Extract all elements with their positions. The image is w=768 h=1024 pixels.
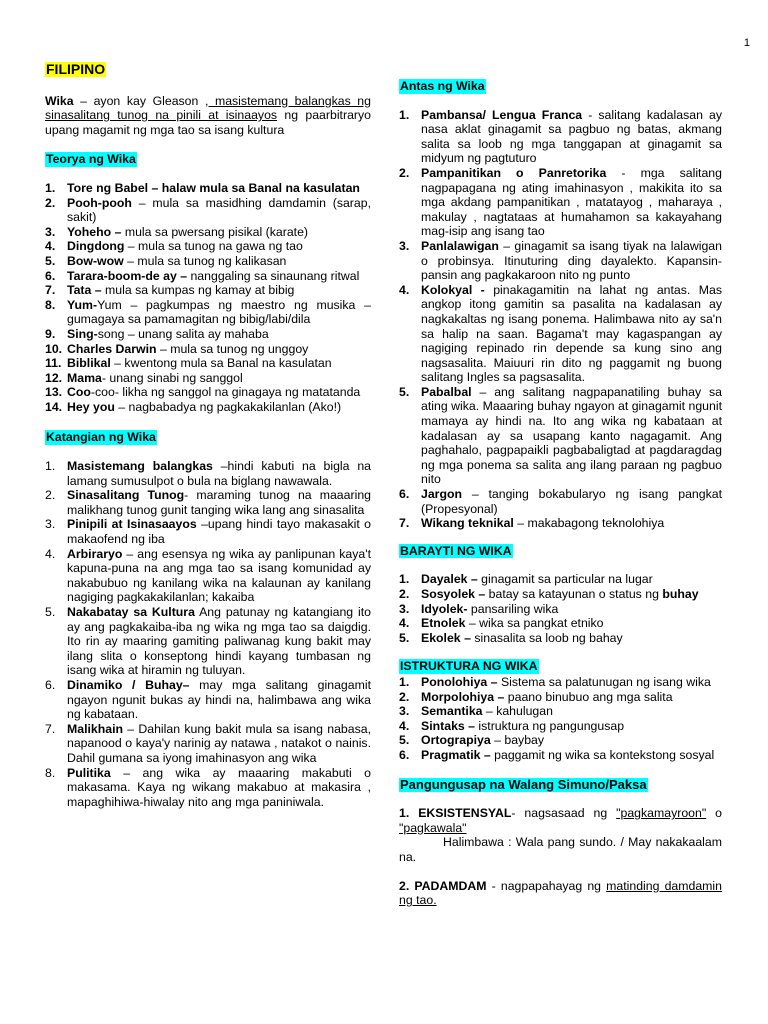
antas-item (399, 516, 722, 531)
pangungusap-heading: Pangungusap na Walang Simuno/Paksa (400, 776, 647, 792)
list-term: Idyolek- (421, 601, 468, 616)
katangian-item (45, 605, 371, 678)
list-number: 1. (45, 180, 56, 195)
list-term: Dinamiko / Buhay– (67, 677, 190, 692)
list-text: nanggaling sa sinaunang ritwal (187, 268, 360, 283)
list-text: –hindi kabuti na bigla na lamang sumusulpot o bula na biglang nawawala. (67, 459, 372, 488)
barayti-item (399, 587, 722, 602)
list-number: 7. (399, 516, 410, 531)
teorya-item (45, 283, 371, 298)
teorya-item (45, 298, 371, 327)
list-text: – makabagong teknolohiya (513, 516, 665, 531)
list-term: Malikhain (67, 721, 124, 736)
list-term: Pinipili at Isinasaayos (67, 517, 197, 532)
list-term: Yum- (67, 297, 98, 312)
teorya-item (45, 356, 371, 371)
list-number: 4. (45, 239, 56, 254)
katangian-heading: Katangian ng Wika (46, 430, 156, 445)
list-number: 8. (45, 297, 56, 312)
list-text: – tanging bokabularyo ng isang pangkat (Propesyonal) (421, 487, 722, 516)
list-number: 7. (45, 721, 56, 736)
list-term: Pampanitikan o Panretorika (421, 165, 607, 180)
list-term: Etnolek (421, 616, 466, 631)
list-number: 4. (399, 616, 410, 631)
list-number: 12. (45, 370, 63, 385)
list-term: Pabalbal (421, 384, 472, 399)
list-term: Sing- (67, 326, 98, 341)
list-number: 1. (399, 674, 410, 689)
list-tail: buhay (662, 587, 699, 601)
istruktura-item (399, 719, 722, 734)
teorya-heading: Teorya ng Wika (46, 152, 136, 167)
katangian-list (45, 459, 371, 809)
teorya-item (45, 327, 371, 342)
list-text: – ang salitang nagpapanatiling buhay sa ating wika. Maaaring buhay ngayon at ginagamit ngunit mamaya ay hindi na. Ito ang wika ng kabataan at kadalasan ay sa usapang kanto nagagamit. Ang paghahalo, pagpapaikli pagbabaligtad at pagdaragdag ng mga ponema sa salita ang ilang paraan ng pagbuo nito (421, 384, 722, 487)
list-term: Pragmatik – (421, 747, 491, 762)
list-text: – mula sa tunog ng kalikasan (123, 253, 287, 268)
istruktura-item (399, 704, 722, 719)
teorya-item (45, 181, 371, 196)
list-term: Tore ng Babel – halaw mula sa Banal na kasulatan (67, 180, 360, 195)
list-term: Pulitika (67, 765, 111, 780)
list-term: Dingdong (67, 239, 125, 254)
list-term: Pambansa/ Lengua Franca (421, 107, 583, 122)
list-term: Coo (67, 385, 91, 400)
list-number: 1. (399, 572, 410, 587)
katangian-item (45, 517, 371, 546)
list-number: 4. (399, 718, 410, 733)
list-text: –upang hindi tayo makasakit o makaofend ng iba (67, 517, 371, 547)
antas-item (399, 385, 722, 487)
katangian-item (45, 459, 371, 488)
istruktura-item (399, 690, 722, 705)
list-text: – ang wika ay maaaring makabuti o makasama. Kaya ng wikang makabuo at makasira , mapaghihiwa-hiwalay nito ang mga paniniwala. (67, 765, 371, 809)
list-number: 5. (399, 733, 410, 748)
list-text: Yum – pagkumpas ng maestro ng musika – gumagaya sa pamamagitan ng bibig/labi/dila (67, 297, 371, 327)
katangian-item (45, 488, 371, 517)
list-number: 2. (399, 689, 410, 704)
list-text: song – unang salita ay mahaba (97, 326, 269, 341)
list-term: Pooh-pooh (67, 195, 132, 210)
list-number: 2. (45, 195, 56, 210)
right-column (399, 79, 722, 908)
list-text: may mga salitang ginagamit ngayon ngunit bukas ay hindi na, halimbawa ang wika ng kabataan. (67, 677, 371, 722)
list-number: 3. (399, 238, 410, 253)
barayti-list (399, 572, 722, 645)
teorya-item (45, 400, 371, 415)
antas-list (399, 108, 722, 531)
list-text: pinakagamitin na lahat ng antas. Mas angkop itong gamitin sa pasalita na kadalasan ay nagkakaltas ng isang ponema. Halimbawa nito ay sa'n sa halip na saan. Bagama't may kagaspangan ay nagiging repinado rin depende sa kung sino ang nagsasalita. Maiuuri rin dito ng paggamit ng buong salitang Ingles sa pagsasalita. (421, 282, 722, 385)
list-term: Yoheho – (67, 224, 122, 239)
list-term: Sintaks – (421, 718, 475, 733)
katangian-item (45, 766, 371, 810)
list-number: 5. (45, 253, 56, 268)
istruktura-item (399, 748, 722, 763)
list-number: 2. (399, 587, 410, 601)
list-term: Semantika (421, 704, 483, 719)
list-number: 7. (45, 283, 56, 298)
list-number: 1. (399, 107, 410, 122)
list-term: Mama (67, 370, 102, 385)
list-text: Ang patunay ng katangiang ito ay ang pagkakaiba-iba ng wika ng mga tao sa daigdig. Ito rin ay maaring gamiting paliwanag kung bakit may ilang slita o konseptong hindi kayang tumbasan ng isang wika at hiramin ng tuluyan. (67, 605, 371, 678)
list-term: Ortograpiya (421, 733, 491, 748)
intro-paragraph: Wika – ayon kay Gleason , masistemang balangkas ng sinasalitang tunog na pinili at isinaayos ng paarbitraryo upang magamit ng mga tao sa isang kultura (45, 93, 371, 137)
list-text: mula sa pwersang pisikal (karate) (121, 224, 309, 239)
list-text: sinasalita sa loob ng bahay (470, 630, 623, 645)
list-term: Sinasalitang Tunog (67, 488, 185, 503)
list-text: - mga salitang nagpapagana ng ating imahinasyon , makikita ito sa mga akdang pampanitikan , matatayog , maharaya , makulay , nagtataas at humahamon sa kakayahang mag-isip ang isang tao (421, 165, 722, 239)
list-number: 6. (399, 747, 410, 762)
list-number: 6. (45, 268, 56, 283)
istruktura-item (399, 675, 722, 690)
page-title: FILIPINO (46, 61, 106, 77)
barayti-item (399, 602, 722, 617)
list-term: Kolokyal - (421, 282, 485, 297)
list-number: 4. (45, 546, 56, 561)
antas-item (399, 108, 722, 166)
teorya-item (45, 385, 371, 400)
list-text: Sistema sa palatunugan ng isang wika (497, 674, 711, 689)
list-text: – mula sa tunog ng unggoy (156, 341, 309, 356)
teorya-item (45, 239, 371, 254)
list-text: – nagbabadya ng pagkakakilanlan (Ako!) (114, 399, 342, 414)
list-text: - maraming tunog na maaaring malikhang tunog gunit tanging wika lang ang sinasalita (67, 488, 371, 517)
barayti-item (399, 631, 722, 646)
teorya-item (45, 254, 371, 269)
istruktura-item (399, 733, 722, 748)
antas-item (399, 487, 722, 516)
teorya-item (45, 225, 371, 240)
barayti-item (399, 572, 722, 587)
list-term: Masistemang balangkas (67, 459, 213, 474)
list-text: mula sa kumpas ng kamay at bibig (101, 283, 295, 298)
list-number: 1. (45, 459, 56, 474)
list-text: – mula sa tunog na gawa ng tao (124, 239, 303, 254)
list-number: 11. (45, 356, 62, 371)
antas-item (399, 283, 722, 385)
list-number: 2. (399, 165, 410, 180)
katangian-item (45, 678, 371, 722)
list-term: Ekolek – (421, 630, 471, 645)
katangian-item (45, 547, 371, 605)
list-number: 2. (45, 488, 56, 503)
list-term: Tarara-boom-de ay – (67, 268, 188, 283)
list-number: 3. (45, 224, 56, 239)
list-number: 3. (45, 517, 56, 532)
list-term: Tata – (67, 283, 102, 298)
list-term: Nakabatay sa Kultura (67, 605, 195, 619)
list-text: – Dahilan kung bakit mula sa isang nabasa, napanood o kaya'y narinig ay natawa , natakot o nainis. Dahil gumana sa iyong imahinasyon ang wika (67, 721, 371, 765)
list-number: 6. (399, 487, 410, 502)
page-number: 1 (743, 37, 750, 49)
list-term: Morpolohiya – (421, 689, 505, 704)
teorya-item (45, 269, 371, 284)
antas-heading: Antas ng Wika (400, 79, 485, 93)
padamdam-term: 2. PADAMDAM (399, 878, 487, 893)
list-text: istruktura ng pangungusap (475, 718, 625, 733)
list-number: 10. (45, 341, 63, 356)
list-number: 5. (399, 630, 410, 645)
teorya-item (45, 371, 371, 386)
list-number: 13. (45, 385, 63, 400)
list-text: – ginagamit sa isang tiyak na lalawigan o probinsya. Itinuturing ding dayalekto. Kapansin-pansin ang pagkakaroon nito ng punto (421, 238, 722, 283)
list-text: – baybay (490, 733, 545, 748)
list-number: 14. (45, 399, 63, 414)
barayti-item (399, 616, 722, 631)
list-text: batay sa katayunan o status ng (485, 587, 663, 601)
padamdam-paragraph: 2. PADAMDAM - nagpapahayag ng matinding damdamin ng tao. (399, 878, 722, 908)
list-text: ginagamit sa particular na lugar (477, 572, 653, 587)
eksistensyal-example: Halimbawa : Wala pang sundo. / May nakakaalam na. (399, 835, 722, 864)
katangian-item (45, 722, 371, 766)
list-number: 5. (399, 384, 410, 399)
list-text: – kahulugan (482, 704, 553, 719)
list-number: 3. (399, 704, 410, 719)
eksistensyal-paragraph: 1. EKSISTENSYAL- nagsasaad ng "pagkamayroon" o "pagkawala" (399, 806, 722, 835)
istruktura-heading: ISTRUKTURA NG WIKA (400, 659, 538, 674)
list-term: Biblikal (67, 356, 111, 371)
list-text: – kwentong mula sa Banal na kasulatan (110, 356, 332, 371)
antas-item (399, 166, 722, 239)
list-term: Jargon (421, 487, 462, 502)
list-number: 6. (45, 677, 56, 692)
list-term: Wikang teknikal (421, 516, 514, 531)
istruktura-list (399, 675, 722, 763)
list-text: - salitang kadalasan ay nasa aklat ginagamit sa pagbuo ng batas, akmang salita sa loob ng mga tanggapan at ginagamit sa midyum ng pagtuturo (421, 107, 722, 166)
list-term: Ponolohiya – (421, 674, 498, 689)
list-term: Sosyolek – (421, 587, 486, 601)
list-text: paggamit ng wika sa kontekstong sosyal (490, 747, 715, 762)
list-number: 8. (45, 765, 56, 780)
teorya-item (45, 196, 371, 225)
list-number: 9. (45, 326, 56, 341)
list-term: Hey you (67, 399, 115, 414)
intro-definition: , masistemang balangkas ng sinasalitang tunog na pinili at isinaayos (45, 93, 371, 123)
teorya-item (45, 342, 371, 357)
list-term: Panlalawigan (421, 238, 499, 253)
list-text: pansariling wika (467, 601, 559, 616)
list-text: paano binubuo ang mga salita (504, 689, 673, 704)
eksistensyal-term: 1. EKSISTENSYAL (399, 806, 512, 821)
teorya-list (45, 181, 371, 415)
list-term: Charles Darwin (67, 341, 157, 356)
barayti-heading: BARAYTI NG WIKA (400, 543, 512, 558)
list-text: – mula sa masidhing damdamin (sarap, sakit) (67, 195, 371, 225)
list-term: Dayalek – (421, 572, 478, 587)
list-number: 3. (399, 601, 410, 616)
left-column (45, 62, 371, 809)
list-number: 5. (45, 605, 56, 619)
list-term: Bow-wow (67, 253, 124, 268)
intro-term: Wika (45, 93, 74, 108)
antas-item (399, 239, 722, 283)
list-term: Arbiraryo (67, 546, 123, 561)
list-text: – wika sa pangkat etniko (465, 616, 604, 631)
list-text: -coo- likha ng sanggol na ginagaya ng matatanda (90, 385, 361, 400)
list-text: - unang sinabi ng sanggol (101, 370, 243, 385)
list-number: 4. (399, 282, 410, 297)
list-text: – ang esensya ng wika ay panlipunan kaya't kapuna-puna na ang mga tao sa isang komunidad ay nakabubuo ng kanilang wika na kalaunan ay kanilang nagiging pagkakakilanlan; kakaiba (67, 546, 371, 605)
